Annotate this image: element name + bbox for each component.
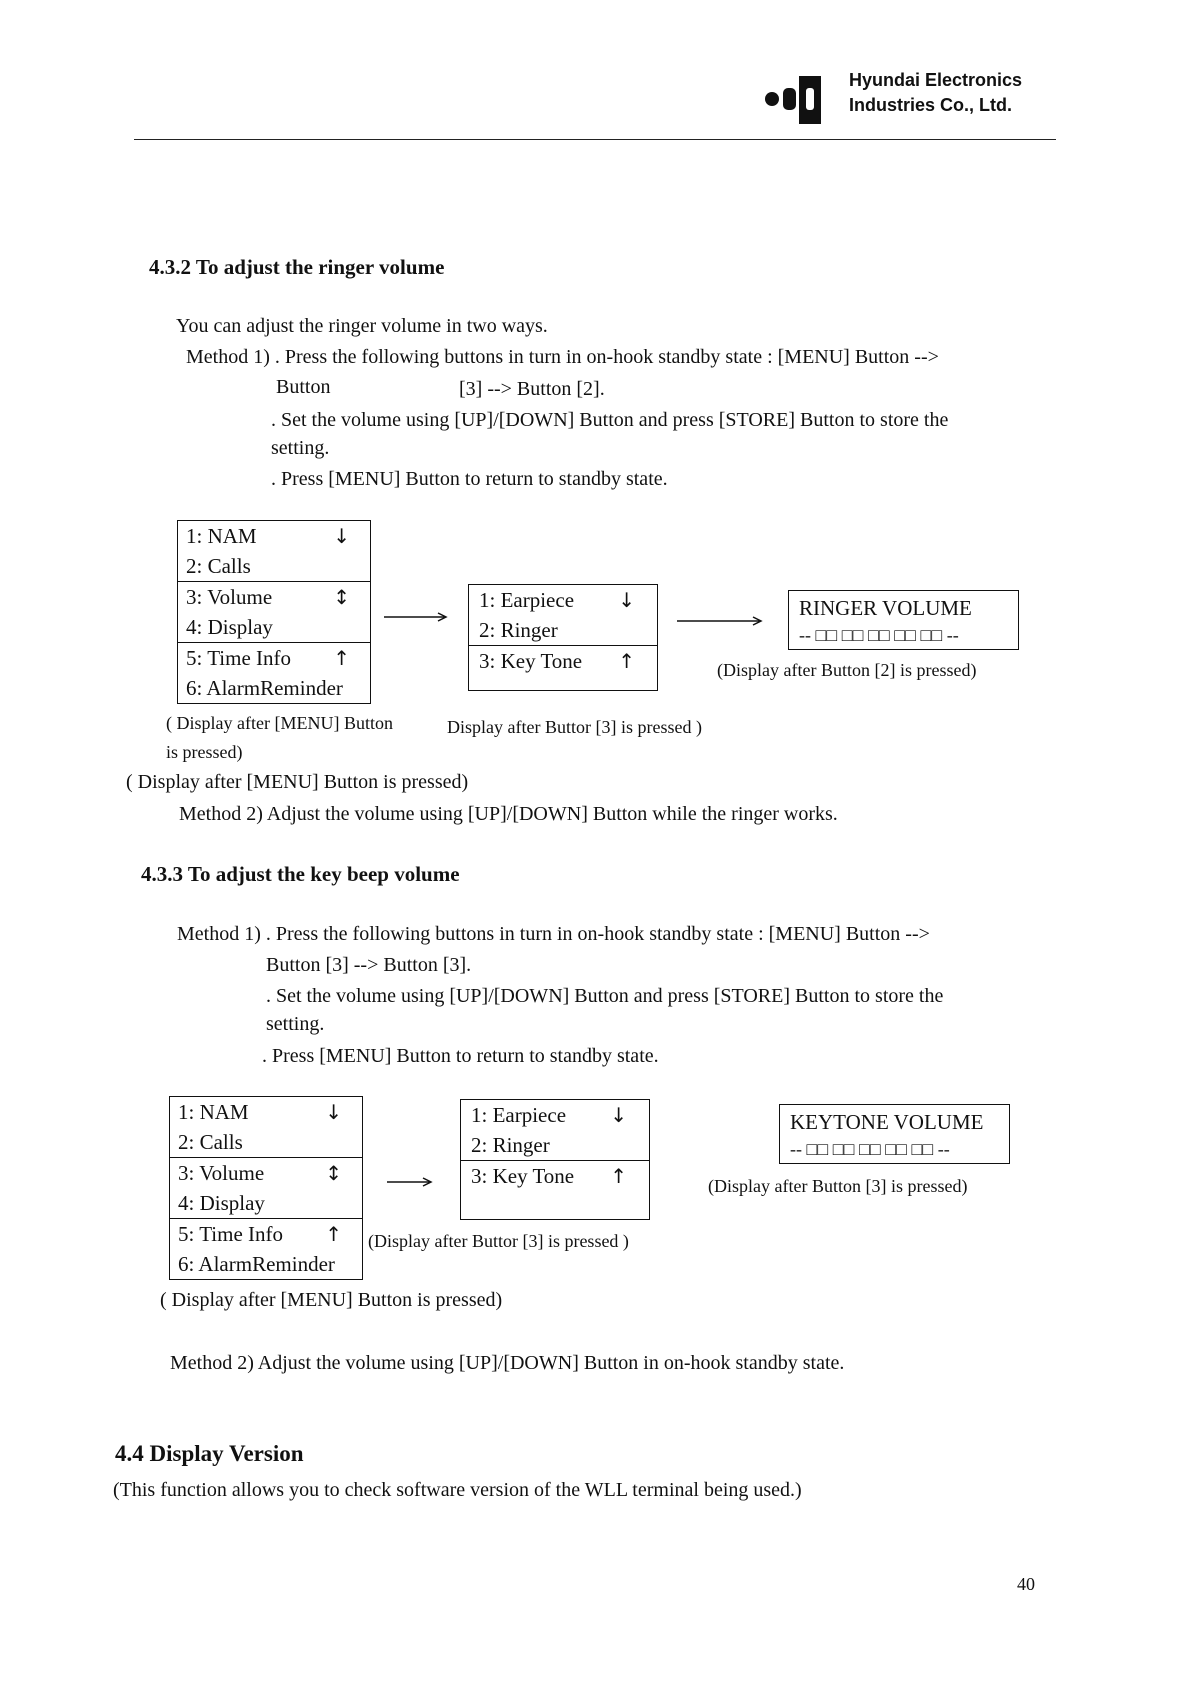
flow-arrow-icon — [386, 1174, 436, 1190]
menu-item-time-info — [178, 1219, 354, 1249]
arrow-up-icon: ↑ — [610, 1164, 627, 1188]
main-menu-display — [177, 520, 371, 704]
section-4-4-heading: 4.4 Display Version — [115, 1441, 304, 1466]
menu-item-label: 2: Calls — [186, 554, 251, 578]
section-4-3-3-heading: 4.3.3 To adjust the key beep volume — [141, 862, 460, 886]
menu-item-volume — [178, 1158, 354, 1188]
flow-arrow-icon — [676, 613, 766, 629]
menu-group-2 — [178, 582, 370, 643]
submenu-item-label: 1: Earpiece — [471, 1103, 567, 1127]
company-logo — [763, 70, 823, 126]
menu-item-time-info — [186, 643, 362, 673]
method2-text: Method 2) Adjust the volume using [UP]/[DOWN] Button while the ringer works. — [179, 803, 838, 825]
submenu-item-key-tone — [479, 646, 647, 676]
method1-line3: . Set the volume using [UP]/[DOWN] Button and press [STORE] Button to store the — [271, 409, 949, 431]
arrow-down-icon: ↓ — [618, 588, 635, 612]
main-menu-display — [169, 1096, 363, 1280]
caption-menu-display-2: is pressed) — [166, 742, 243, 762]
submenu-item-ringer — [471, 1130, 639, 1160]
method1-line1: Method 1) . Press the following buttons in turn in on-hook standby state : [MENU] Button --> — [177, 923, 930, 945]
menu-group-3 — [170, 1219, 362, 1279]
method1-line4: setting. — [271, 437, 330, 459]
menu-item-label: 4: Display — [178, 1191, 265, 1215]
menu-item-label: 5: Time Info — [186, 646, 292, 670]
menu-item-display — [186, 612, 362, 642]
menu-item-label: 6: AlarmReminder — [178, 1252, 335, 1276]
ringer-volume-display — [788, 590, 1019, 650]
method1-line1: Method 1) . Press the following buttons in turn in on-hook standby state : [MENU] Button --> — [186, 346, 939, 368]
caption-submenu-display: Display after Buttor [3] is pressed ) — [447, 717, 702, 737]
menu-group-2 — [170, 1158, 362, 1219]
menu-item-label: 1: NAM — [186, 524, 257, 548]
menu-item-label: 3: Volume — [178, 1161, 265, 1185]
company-name — [849, 68, 1022, 118]
method1-line2b: [3] --> Button [2]. — [459, 378, 605, 400]
menu-item-calls — [186, 551, 362, 581]
arrow-up-icon: ↑ — [333, 646, 350, 670]
menu-item-label: 4: Display — [186, 615, 273, 639]
method1-line2: Button [3] --> Button [3]. — [266, 954, 472, 976]
submenu-item-key-tone — [471, 1161, 639, 1191]
header-rule — [134, 139, 1056, 140]
submenu-item-earpiece — [471, 1100, 639, 1130]
method1-line2a: Button — [276, 376, 331, 398]
menu-group-1 — [178, 521, 370, 582]
caption-submenu-display: (Display after Buttor [3] is pressed ) — [368, 1231, 629, 1251]
section-4-4-text: (This function allows you to check software version of the WLL terminal being used.) — [113, 1479, 802, 1501]
menu-item-volume — [186, 582, 362, 612]
method1-line3: . Set the volume using [UP]/[DOWN] Button and press [STORE] Button to store the — [266, 985, 944, 1007]
caption-menu-display: ( Display after [MENU] Button is pressed) — [160, 1289, 503, 1311]
caption-menu-repeat: ( Display after [MENU] Button is pressed) — [126, 771, 469, 793]
submenu-item-label: 3: Key Tone — [479, 649, 583, 673]
submenu-item-label: 1: Earpiece — [479, 588, 575, 612]
keytone-volume-display — [779, 1104, 1010, 1164]
arrow-down-icon: ↓ — [610, 1103, 627, 1127]
volume-level-bar: -- □□ □□ □□ □□ □□ -- — [790, 1139, 950, 1159]
arrow-down-icon: ↓ — [333, 524, 350, 548]
arrow-up-icon: ↑ — [325, 1222, 342, 1246]
volume-display-title: KEYTONE VOLUME — [790, 1110, 984, 1134]
volume-submenu-display — [460, 1099, 650, 1220]
caption-volume-display: (Display after Button [2] is pressed) — [717, 660, 977, 680]
menu-item-nam — [178, 1097, 354, 1127]
method1-line5: . Press [MENU] Button to return to standby state. — [262, 1045, 659, 1067]
submenu-item-label: 2: Ringer — [471, 1133, 550, 1157]
volume-level-bar: -- □□ □□ □□ □□ □□ -- — [799, 625, 959, 645]
submenu-item-earpiece — [479, 585, 647, 615]
intro-text: You can adjust the ringer volume in two ways. — [176, 315, 548, 337]
menu-item-calls — [178, 1127, 354, 1157]
menu-item-display — [178, 1188, 354, 1218]
volume-submenu-display — [468, 584, 658, 691]
menu-item-nam — [186, 521, 362, 551]
company-name-line2: Industries Co., Ltd. — [849, 95, 1013, 115]
caption-volume-display: (Display after Button [3] is pressed) — [708, 1176, 968, 1196]
menu-item-label: 5: Time Info — [178, 1222, 284, 1246]
arrow-up-icon: ↑ — [618, 649, 635, 673]
flow-arrow-icon — [383, 609, 451, 625]
arrow-down-icon: ↓ — [325, 1100, 342, 1124]
menu-item-label: 1: NAM — [178, 1100, 249, 1124]
submenu-item-label: 2: Ringer — [479, 618, 558, 642]
method1-line5: . Press [MENU] Button to return to standby state. — [271, 468, 668, 490]
menu-group-1 — [170, 1097, 362, 1158]
arrow-updown-icon: ↕ — [333, 585, 350, 609]
section-4-3-2-heading: 4.3.2 To adjust the ringer volume — [149, 255, 445, 279]
company-name-line1: Hyundai Electronics — [849, 70, 1023, 90]
menu-item-label: 6: AlarmReminder — [186, 676, 343, 700]
arrow-updown-icon: ↕ — [325, 1161, 342, 1185]
menu-item-label: 3: Volume — [186, 585, 273, 609]
submenu-item-label: 3: Key Tone — [471, 1164, 575, 1188]
page-number: 40 — [1017, 1574, 1035, 1594]
method2-text: Method 2) Adjust the volume using [UP]/[DOWN] Button in on-hook standby state. — [170, 1352, 845, 1374]
menu-item-label: 2: Calls — [178, 1130, 243, 1154]
menu-item-alarm-reminder — [186, 673, 362, 703]
method1-line4: setting. — [266, 1013, 325, 1035]
volume-display-title: RINGER VOLUME — [799, 596, 972, 620]
submenu-item-ringer — [479, 615, 647, 645]
menu-group-3 — [178, 643, 370, 703]
caption-menu-display: ( Display after [MENU] Button — [166, 713, 393, 733]
menu-item-alarm-reminder — [178, 1249, 354, 1279]
